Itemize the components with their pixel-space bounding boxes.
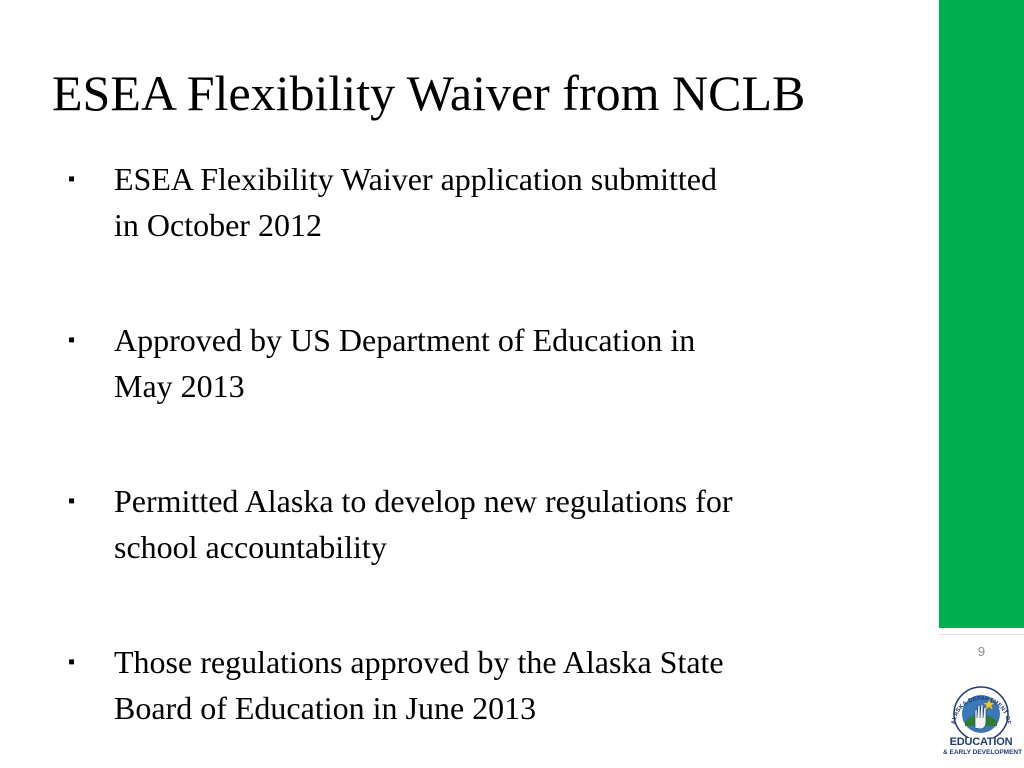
- bullet-list: [62, 156, 902, 731]
- bullet-text-line: Those regulations approved by the Alaska State: [114, 644, 724, 680]
- bullet-square-icon: ▪: [68, 329, 76, 351]
- hand-star-icon: [943, 682, 1019, 738]
- bullet-square-icon: ▪: [68, 490, 76, 512]
- education-department-logo: [943, 682, 1023, 762]
- bullet-text-line: May 2013: [114, 368, 245, 404]
- bullet-text-line: ESEA Flexibility Waiver application submitted: [114, 161, 717, 197]
- logo-sub-text: & EARLY DEVELOPMENT: [943, 749, 1023, 756]
- bullet-text-line: Approved by US Department of Education in: [114, 322, 696, 358]
- bullet-text-line: in October 2012: [114, 207, 322, 243]
- bullet-item: [62, 317, 902, 409]
- bullet-text-line: Permitted Alaska to develop new regulations for: [114, 483, 733, 519]
- bullet-text-line: school accountability: [114, 529, 387, 565]
- side-panel: [937, 0, 1024, 768]
- side-divider: [939, 634, 1024, 635]
- bullet-text-line: Board of Education in June 2013: [114, 690, 537, 726]
- logo-arc-text: ALASKA DEPARTMENT OF: [950, 695, 1011, 725]
- bullet-item: [62, 639, 902, 731]
- bullet-square-icon: ▪: [68, 651, 76, 673]
- bullet-square-icon: ▪: [68, 168, 76, 190]
- slide-title: ESEA Flexibility Waiver from NCLB: [52, 65, 806, 121]
- bullet-item: [62, 478, 902, 570]
- green-side-bar: [939, 0, 1024, 628]
- bullet-item: [62, 156, 902, 248]
- slide-number: 9: [977, 644, 986, 659]
- logo-main-text: EDUCATION: [949, 736, 1013, 748]
